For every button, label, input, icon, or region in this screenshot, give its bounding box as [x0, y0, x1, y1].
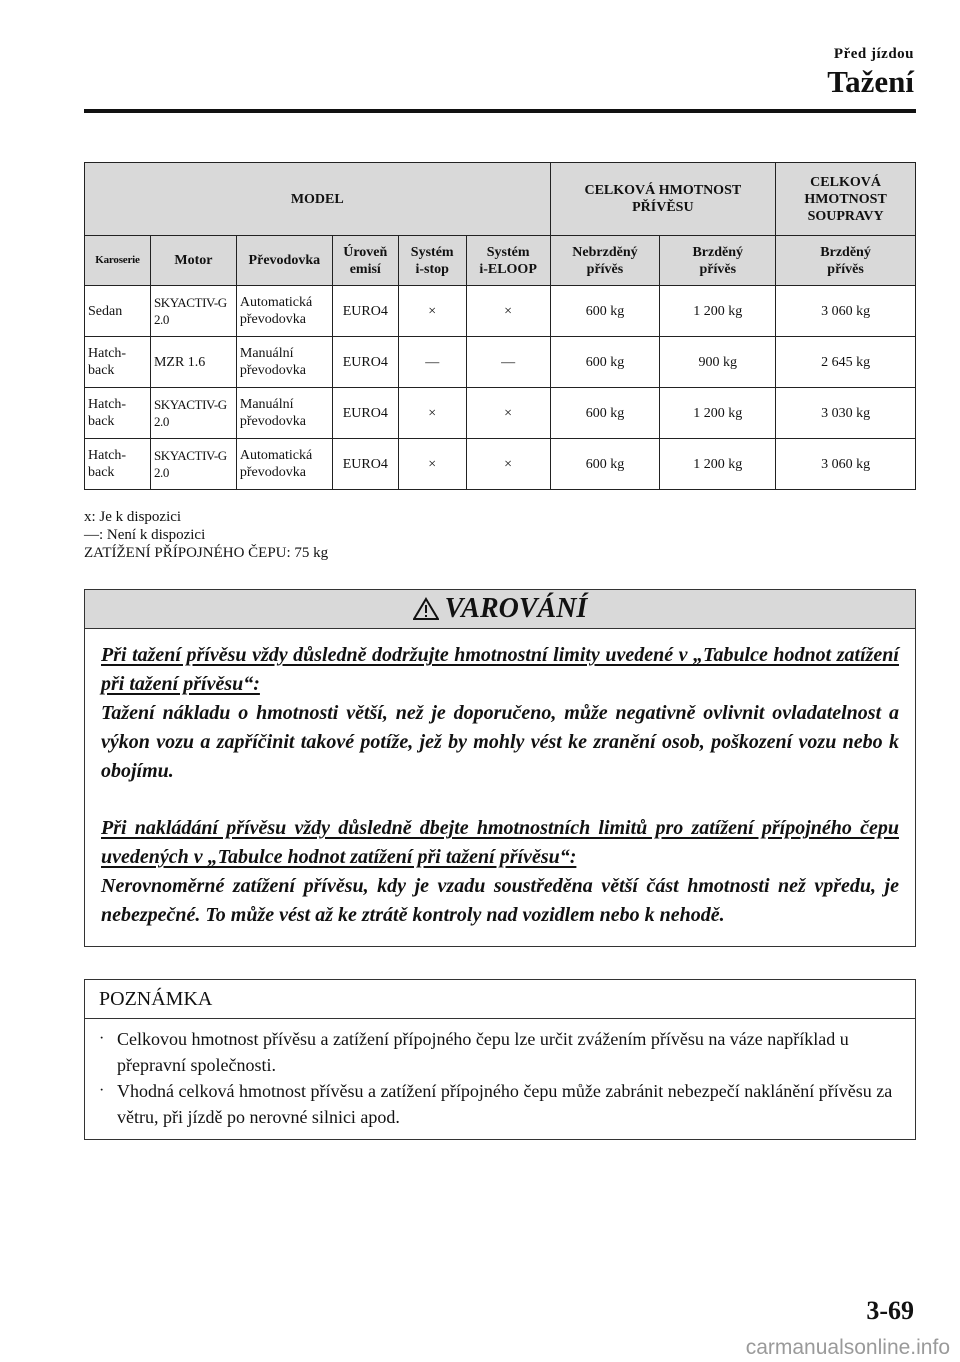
cell-prevodovka: Automatická převodovka [236, 286, 332, 337]
warning-body [85, 629, 915, 930]
cell-braked: 900 kg [660, 337, 776, 388]
header-braked: Brzděný přívěs [660, 236, 776, 286]
cell-istop: × [398, 388, 466, 439]
table-row [85, 388, 916, 439]
table-row [85, 286, 916, 337]
legend-not-available: —: Není k dispozici [84, 527, 206, 543]
warning-triangle-icon [413, 597, 439, 621]
table-row [85, 439, 916, 490]
cell-combination: 3 060 kg [776, 439, 916, 490]
header-ieloop: Systém i-ELOOP [466, 236, 550, 286]
cell-unbraked: 600 kg [550, 388, 660, 439]
cell-emise: EURO4 [332, 337, 398, 388]
header-model: MODEL [85, 163, 551, 236]
cell-istop: — [398, 337, 466, 388]
cell-unbraked: 600 kg [550, 337, 660, 388]
warning-title: VAROVÁNÍ [444, 593, 588, 624]
note-item-text: Celkovou hmotnost přívěsu a zatížení přípojného čepu lze určit zvážením přívěsu na váze například u přepravní společnosti. [117, 1029, 849, 1075]
cell-motor: SKYACTIV-G 2.0 [150, 439, 236, 490]
note-title: POZNÁMKA [85, 980, 915, 1019]
bullet-icon: · [99, 1082, 105, 1099]
cell-motor: SKYACTIV-G 2.0 [150, 286, 236, 337]
cell-emise: EURO4 [332, 286, 398, 337]
cell-motor: MZR 1.6 [150, 337, 236, 388]
list-item [99, 1026, 901, 1078]
cell-ieloop: × [466, 388, 550, 439]
cell-prevodovka: Manuální převodovka [236, 388, 332, 439]
cell-braked: 1 200 kg [660, 286, 776, 337]
warning-heading-2: Při nakládání přívěsu vždy důsledně dbejte hmotnostních limitů pro zatížení přípojného čepu uvedených v „Tabulce hodnot zatížení při tažení přívěsu“: [101, 817, 899, 868]
legend-available: x: Je k dispozici [84, 509, 182, 525]
note-item-text: Vhodná celková hmotnost přívěsu a zatížení přípojného čepu může zabránit nebezpečí naklánění přívěsu za větru, při jízdě po nerovné silnici apod. [117, 1081, 893, 1127]
header-motor: Motor [150, 236, 236, 286]
bullet-icon: · [99, 1030, 105, 1047]
cell-combination: 2 645 kg [776, 337, 916, 388]
header-istop: Systém i-stop [398, 236, 466, 286]
warning-box [84, 589, 916, 947]
cell-combination: 3 060 kg [776, 286, 916, 337]
cell-karoserie: Hatch- back [85, 337, 151, 388]
warning-heading-1: Při tažení přívěsu vždy důsledně dodržujte hmotnostní limity uvedené v „Tabulce hodnot zatížení při tažení přívěsu“: [101, 644, 899, 695]
header-trailer-mass: CELKOVÁ HMOTNOST PŘÍVĚSU [550, 163, 776, 236]
warning-text-1: Tažení nákladu o hmotnosti větší, než je doporučeno, může negativně ovlivnit ovladatelnost a výkon vozu a zapříčinit takové potíže, jež by mohly vést ke zranění osob, poškození vozu nebo k obojímu. [101, 702, 899, 782]
cell-karoserie: Hatch- back [85, 388, 151, 439]
warning-header [85, 590, 915, 629]
header-emise: Úroveň emisí [332, 236, 398, 286]
note-box [84, 979, 916, 1140]
header-prevodovka: Převodovka [236, 236, 332, 286]
header-rule [84, 109, 916, 113]
cell-istop: × [398, 439, 466, 490]
cell-ieloop: × [466, 286, 550, 337]
watermark: carmanualsonline.info [745, 1336, 950, 1359]
header-combination-mass: CELKOVÁ HMOTNOST SOUPRAVY [776, 163, 916, 236]
cell-braked: 1 200 kg [660, 388, 776, 439]
cell-emise: EURO4 [332, 439, 398, 490]
legend-hitch-load: ZATÍŽENÍ PŘÍPOJNÉHO ČEPU: 75 kg [84, 545, 329, 561]
cell-karoserie: Sedan [85, 286, 151, 337]
cell-braked: 1 200 kg [660, 439, 776, 490]
cell-emise: EURO4 [332, 388, 398, 439]
table-legend [84, 508, 328, 562]
cell-karoserie: Hatch- back [85, 439, 151, 490]
header-unbraked: Nebrzděný přívěs [550, 236, 660, 286]
note-body [85, 1019, 915, 1130]
cell-motor: SKYACTIV-G 2.0 [150, 388, 236, 439]
page-title: Tažení [827, 64, 914, 99]
header-karoserie: Karoserie [85, 236, 151, 286]
cell-ieloop: — [466, 337, 550, 388]
cell-combination: 3 030 kg [776, 388, 916, 439]
towing-capacity-table [84, 162, 916, 490]
cell-unbraked: 600 kg [550, 439, 660, 490]
table-row [85, 337, 916, 388]
cell-unbraked: 600 kg [550, 286, 660, 337]
section-label: Před jízdou [833, 46, 914, 62]
cell-ieloop: × [466, 439, 550, 490]
cell-istop: × [398, 286, 466, 337]
header-braked-combination: Brzděný přívěs [776, 236, 916, 286]
cell-prevodovka: Manuální převodovka [236, 337, 332, 388]
page-number: 3-69 [866, 1296, 914, 1325]
cell-prevodovka: Automatická převodovka [236, 439, 332, 490]
list-item [99, 1078, 901, 1130]
warning-text-2: Nerovnoměrné zatížení přívěsu, kdy je vzadu soustředěna větší část hmotnosti než vpředu, je nebezpečné. To může vést až ke ztrátě kontroly nad vozidlem nebo k nehodě. [101, 875, 899, 926]
